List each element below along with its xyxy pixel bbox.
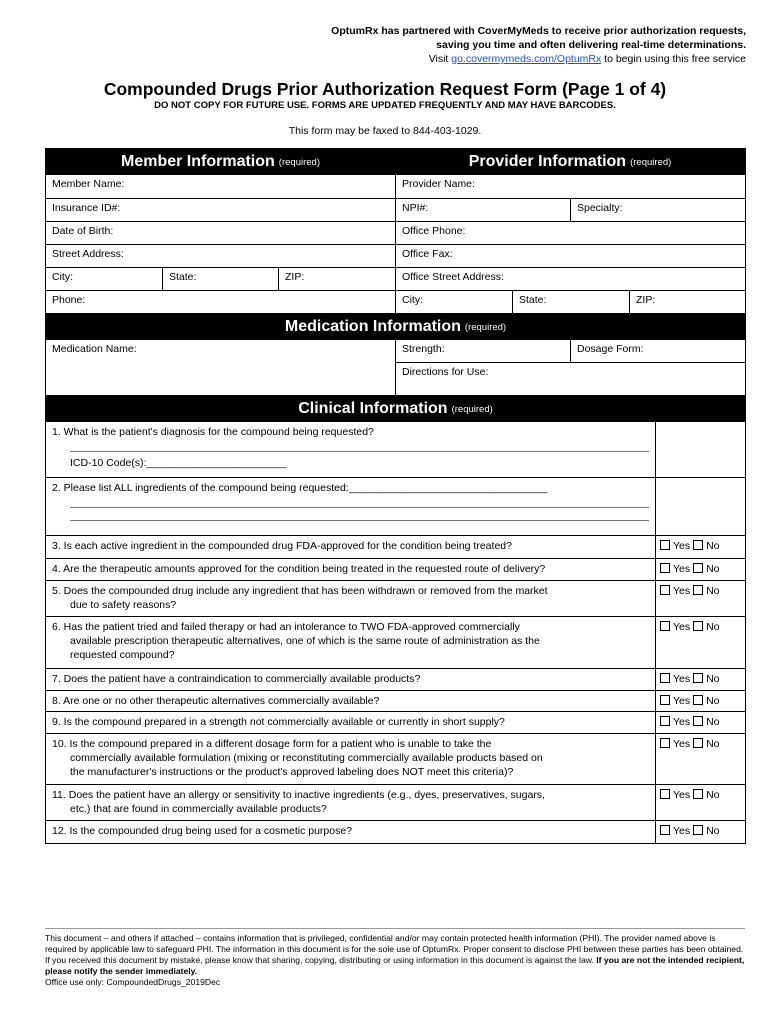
member-heading: Member Information bbox=[121, 153, 275, 170]
clinical-header bbox=[46, 396, 745, 422]
yes-no-options bbox=[656, 536, 745, 558]
yes-label: Yes bbox=[673, 673, 691, 685]
question-text bbox=[46, 785, 656, 820]
yes-checkbox[interactable] bbox=[660, 738, 670, 748]
provider-heading: Provider Information bbox=[468, 153, 627, 170]
header-line-2: saving you time and often delivering real-time determinations. bbox=[436, 39, 746, 51]
answer-line[interactable] bbox=[70, 495, 649, 508]
icd10-code-field[interactable]: ICD-10 Code(s):________________________ bbox=[70, 457, 287, 469]
header-note bbox=[331, 24, 746, 66]
fax-note: This form may be faxed to 844-403-1029. bbox=[288, 125, 482, 137]
question-line: 7. Does the patient have a contraindication to commercially available products? bbox=[52, 673, 421, 685]
no-checkbox[interactable] bbox=[693, 621, 703, 631]
yes-label: Yes bbox=[673, 825, 691, 837]
footer-disclaimer bbox=[45, 933, 745, 977]
required-tag: (required) bbox=[464, 321, 507, 333]
yes-no-options bbox=[656, 617, 745, 668]
yes-checkbox[interactable] bbox=[660, 585, 670, 595]
office-use-code: Office use only: CompoundedDrugs_2019Dec bbox=[45, 977, 221, 987]
no-label: No bbox=[706, 585, 720, 597]
yes-no-options bbox=[656, 691, 745, 711]
strength-field[interactable]: Strength: bbox=[396, 340, 571, 362]
no-checkbox[interactable] bbox=[693, 563, 703, 573]
no-checkbox[interactable] bbox=[693, 716, 703, 726]
office-street-field[interactable]: Office Street Address: bbox=[402, 271, 504, 283]
question-text bbox=[46, 581, 656, 616]
member-phone-field[interactable]: Phone: bbox=[46, 291, 396, 313]
member-state-field[interactable]: State: bbox=[163, 268, 279, 290]
no-label: No bbox=[706, 673, 720, 685]
required-tag: (required) bbox=[278, 156, 320, 168]
no-checkbox[interactable] bbox=[693, 673, 703, 683]
question-text bbox=[46, 617, 656, 668]
provider-state-field[interactable]: State: bbox=[513, 291, 630, 313]
medication-details bbox=[396, 340, 745, 395]
yes-no-options bbox=[656, 734, 745, 784]
yes-no-options bbox=[656, 581, 745, 616]
yes-label: Yes bbox=[673, 738, 691, 750]
office-fax-field[interactable]: Office Fax: bbox=[402, 248, 453, 260]
member-provider-header bbox=[46, 149, 745, 175]
yes-label: Yes bbox=[673, 716, 691, 728]
member-city-field[interactable]: City: bbox=[46, 268, 163, 290]
street-address-field[interactable]: Street Address: bbox=[46, 245, 396, 267]
page-subtitle: DO NOT COPY FOR FUTURE USE. FORMS ARE UPDATED FREQUENTLY AND MAY HAVE BARCODES. bbox=[154, 100, 616, 111]
yes-no-options bbox=[656, 821, 745, 843]
answer-line[interactable] bbox=[70, 439, 649, 452]
question-line: 6. Has the patient tried and failed therapy or had an intolerance to TWO FDA-approved commercially bbox=[52, 621, 520, 633]
question-row bbox=[46, 691, 745, 712]
yes-label: Yes bbox=[673, 563, 691, 575]
required-tag: (required) bbox=[451, 403, 493, 415]
medication-name-field[interactable]: Medication Name: bbox=[46, 340, 396, 395]
yes-no-options bbox=[656, 559, 745, 580]
header-visit: Visit bbox=[428, 53, 452, 65]
insurance-id-field[interactable]: Insurance ID#: bbox=[46, 199, 396, 221]
npi-field[interactable]: NPI#: bbox=[396, 199, 571, 221]
member-zip-field[interactable]: ZIP: bbox=[279, 268, 396, 290]
medication-header bbox=[46, 314, 745, 340]
question-line: due to safety reasons? bbox=[70, 599, 177, 611]
yes-checkbox[interactable] bbox=[660, 540, 670, 550]
yes-checkbox[interactable] bbox=[660, 825, 670, 835]
office-phone-field[interactable]: Office Phone: bbox=[402, 225, 466, 237]
question-row bbox=[46, 712, 745, 734]
question-1 bbox=[46, 422, 656, 477]
yes-checkbox[interactable] bbox=[660, 789, 670, 799]
pa-form bbox=[45, 148, 746, 844]
question-row bbox=[46, 821, 745, 843]
no-checkbox[interactable] bbox=[693, 695, 703, 705]
question-row bbox=[46, 669, 745, 691]
no-label: No bbox=[706, 563, 720, 575]
yes-checkbox[interactable] bbox=[660, 621, 670, 631]
question-line: the manufacturer's instructions or the product's approved labeling does NOT meet this criteria)? bbox=[70, 766, 514, 778]
no-checkbox[interactable] bbox=[693, 825, 703, 835]
question-line: commercially available formulation (mixing or reconstituting commercially available products based on bbox=[70, 752, 543, 764]
provider-name-field[interactable]: Provider Name: bbox=[402, 178, 475, 190]
no-label: No bbox=[706, 716, 720, 728]
yes-label: Yes bbox=[673, 789, 691, 801]
no-label: No bbox=[706, 789, 720, 801]
no-label: No bbox=[706, 540, 720, 552]
question-text bbox=[46, 669, 656, 690]
question-text bbox=[46, 734, 656, 784]
yes-label: Yes bbox=[673, 540, 691, 552]
question-row bbox=[46, 734, 745, 785]
page-title: Compounded Drugs Prior Authorization Request Form (Page 1 of 4) bbox=[103, 79, 667, 99]
yes-label: Yes bbox=[673, 585, 691, 597]
yes-no-options bbox=[656, 785, 745, 820]
question-line: 4. Are the therapeutic amounts approved for the condition being treated in the requested route of delivery? bbox=[52, 563, 546, 575]
directions-field[interactable]: Directions for Use: bbox=[402, 366, 489, 378]
dob-field[interactable]: Date of Birth: bbox=[46, 222, 396, 244]
question-row bbox=[46, 785, 745, 821]
question-line: 11. Does the patient have an allergy or sensitivity to inactive ingredients (e.g., dyes, preservatives, sugars, bbox=[52, 789, 545, 801]
question-2 bbox=[46, 478, 656, 535]
question-text bbox=[46, 712, 656, 733]
question-text bbox=[46, 559, 656, 580]
question-1-text: 1. What is the patient's diagnosis for the compound being requested? bbox=[52, 426, 374, 438]
question-row bbox=[46, 559, 745, 581]
question-text bbox=[46, 691, 656, 711]
question-line: 3. Is each active ingredient in the compounded drug FDA-approved for the condition being treated? bbox=[52, 540, 512, 552]
header-line-1: OptumRx has partnered with CoverMyMeds to receive prior authorization requests, bbox=[331, 25, 746, 37]
no-label: No bbox=[706, 621, 720, 633]
question-row bbox=[46, 581, 745, 617]
question-line: available prescription therapeutic alternatives, one of which is the same route of administration as the bbox=[70, 635, 540, 647]
no-checkbox[interactable] bbox=[693, 585, 703, 595]
question-2-text[interactable]: 2. Please list ALL ingredients of the compound being requested:__________________________________ bbox=[52, 482, 548, 494]
answer-line[interactable] bbox=[70, 508, 649, 521]
header-tail: to begin using this free service bbox=[601, 53, 746, 65]
no-checkbox[interactable] bbox=[693, 738, 703, 748]
footer-text: This document – and others if attached – contains information that is privileged, confidential and/or may contain protected health information (PHI). The provider named above is required by applicable law to safeguard PHI. The information in this document is for the sole use of OptumRx. Proper consent to disclose PHI between these parties has been obtained. If you received this document by mistake, please know that sharing, copying, distributing or using information in this document is against the law. bbox=[45, 933, 744, 965]
yes-no-options bbox=[656, 712, 745, 733]
no-label: No bbox=[706, 695, 720, 707]
question-line: etc.) that are found in commercially available products? bbox=[70, 803, 327, 815]
member-section-title bbox=[46, 153, 395, 171]
specialty-field[interactable]: Specialty: bbox=[577, 202, 623, 214]
medication-heading: Medication Information bbox=[284, 318, 461, 335]
required-tag: (required) bbox=[630, 156, 672, 168]
no-label: No bbox=[706, 738, 720, 750]
dosage-form-field[interactable]: Dosage Form: bbox=[577, 343, 644, 355]
provider-city-field[interactable]: City: bbox=[396, 291, 513, 313]
confidentiality-footer bbox=[45, 928, 745, 988]
covermymeds-link[interactable]: go.covermymeds.com/OptumRx bbox=[451, 53, 602, 65]
question-line: 8. Are one or no other therapeutic alternatives commercially available? bbox=[52, 695, 380, 707]
question-line: 5. Does the compounded drug include any ingredient that has been withdrawn or removed from the market bbox=[52, 585, 548, 597]
yes-checkbox[interactable] bbox=[660, 673, 670, 683]
yes-label: Yes bbox=[673, 695, 691, 707]
no-label: No bbox=[706, 825, 720, 837]
question-line: requested compound? bbox=[70, 649, 175, 661]
no-checkbox[interactable] bbox=[693, 540, 703, 550]
header-line-3 bbox=[331, 52, 746, 66]
provider-section-title bbox=[395, 153, 745, 171]
question-row bbox=[46, 617, 745, 669]
question-line: 9. Is the compound prepared in a strength not commercially available or currently in short supply? bbox=[52, 716, 505, 728]
member-name-field[interactable]: Member Name: bbox=[46, 175, 396, 198]
yes-checkbox[interactable] bbox=[660, 563, 670, 573]
question-line: 12. Is the compounded drug being used for a cosmetic purpose? bbox=[52, 825, 353, 837]
question-text bbox=[46, 536, 656, 558]
yes-checkbox[interactable] bbox=[660, 695, 670, 705]
no-checkbox[interactable] bbox=[693, 789, 703, 799]
provider-zip-field[interactable]: ZIP: bbox=[636, 294, 656, 306]
footer-bold-text: If you are not the intended recipient, please notify the sender immediately. bbox=[45, 955, 745, 976]
clinical-heading: Clinical Information bbox=[298, 400, 448, 417]
yes-label: Yes bbox=[673, 621, 691, 633]
yes-no-options bbox=[656, 669, 745, 690]
question-row bbox=[46, 536, 745, 559]
yes-checkbox[interactable] bbox=[660, 716, 670, 726]
question-line: 10. Is the compound prepared in a different dosage form for a patient who is unable to take the bbox=[52, 738, 492, 750]
question-text bbox=[46, 821, 656, 843]
